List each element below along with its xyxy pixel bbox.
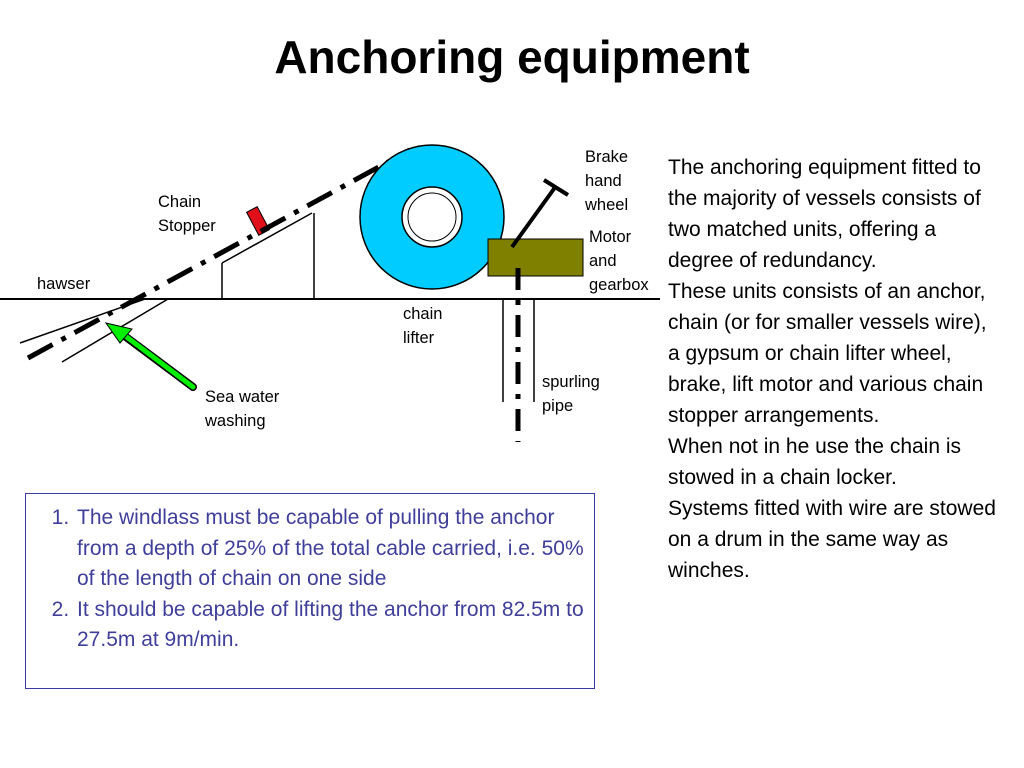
slide-title: Anchoring equipment: [274, 31, 750, 83]
brake-lever: [512, 186, 556, 247]
chain-stopper-ramp: [222, 213, 312, 263]
label-chain-stopper: Chain Stopper: [158, 193, 216, 235]
anchor-chain: [28, 150, 410, 358]
requirement-item: 2. It should be capable of lifting the anchor from 82.5m to 27.5m at 9m/min.: [75, 595, 584, 656]
label-spurling-pipe: spurling pipe: [542, 373, 600, 415]
description-paragraph: Systems fitted with wire are stowed on a drum in the same way as winches.: [668, 497, 996, 582]
requirement-item: 1. The windlass must be capable of pulling the anchor from a depth of 25% of the total cable carried, i.e. 50% of the length of chain on one side: [75, 503, 584, 595]
description-paragraph: The anchoring equipment fitted to the majority of vessels consists of two matched units, offering a degree of redundancy.: [668, 156, 981, 272]
description-paragraph: When not in he use the chain is stowed in a chain locker.: [668, 435, 962, 489]
sea-water-arrow-shaft: [124, 335, 193, 387]
label-motor-and-gearbox: Motor and gearbox: [589, 228, 649, 294]
anchoring-diagram: [0, 130, 660, 455]
chain-lifter-hub: [402, 187, 462, 247]
motor-gearbox-block: [488, 239, 583, 276]
description-text: [668, 152, 998, 586]
label-chain-lifter: chain lifter: [403, 305, 443, 347]
brake-hand-wheel: [544, 180, 568, 195]
label-sea-water-washing: Sea water washing: [205, 388, 280, 430]
label-brake-hand-wheel: Brake hand wheel: [585, 148, 629, 214]
requirements-list: [26, 494, 594, 656]
requirements-box: [25, 493, 595, 689]
description-paragraph: These units consists of an anchor, chain (or for smaller vessels wire), a gypsum or chain lifter wheel, brake, lift motor and various chain stopper arrangements.: [668, 280, 987, 427]
label-hawser: hawser: [37, 275, 91, 293]
